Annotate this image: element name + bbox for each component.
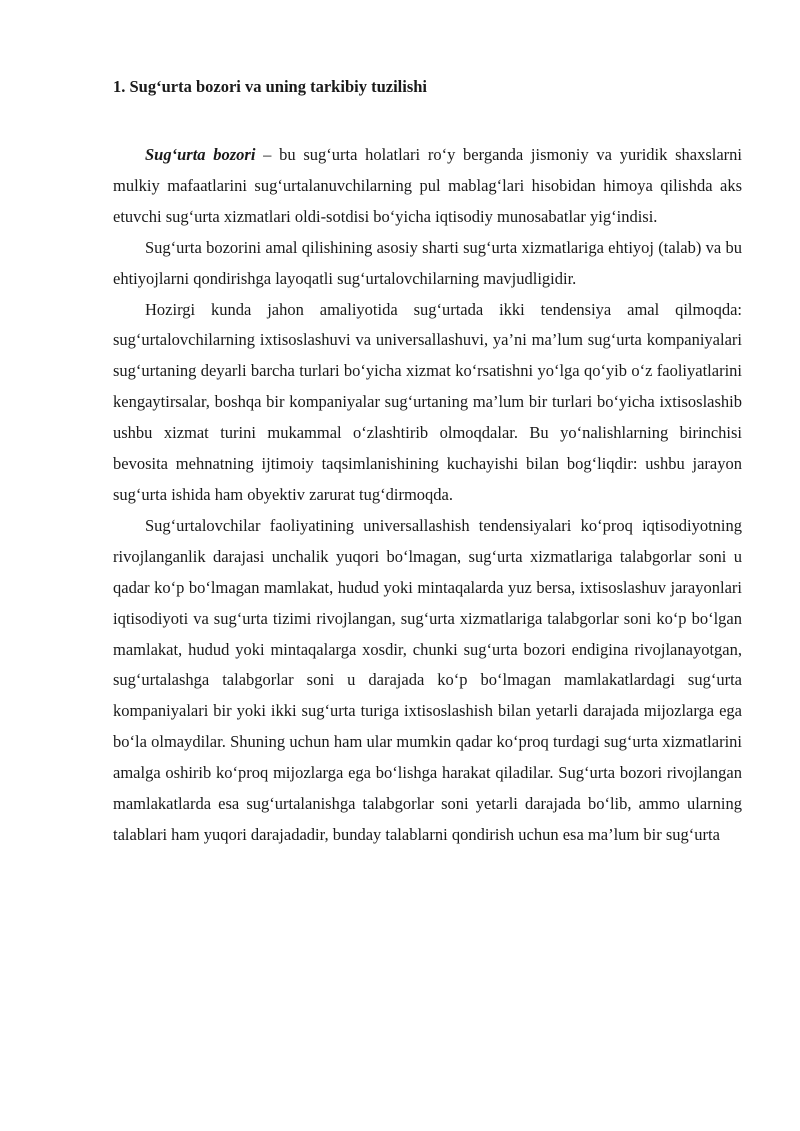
defined-term: Sug‘urta bozori bbox=[145, 145, 256, 164]
paragraph-definition bbox=[113, 140, 742, 233]
body-text bbox=[113, 140, 742, 851]
paragraph: Sug‘urtalovchilar faoliyatining universallashish tendensiyalari ko‘proq iqtisodiyotning rivojlanganlik darajasi unchalik yuqori bo‘lmagan, sug‘urta xizmatlariga talabgorlar soni u qadar ko‘p bo‘lmagan mamlakat, hudud yoki mintaqalarda yuz bersa, ixtisoslashuv jarayonlari iqtisodiyoti va sug‘urta tizimi rivojlangan, sug‘urta xizmatlariga talabgorlar soni ko‘p bo‘lgan mamlakat, hudud yoki mintaqalarga xosdir, chunki sug‘urta bozori endigina rivojlanayotgan, sug‘urtalashga talabgorlar soni u darajada ko‘p bo‘lmagan mamlakatlardagi sug‘urta kompaniyalari bir yoki ikki sug‘urta turiga ixtisoslashish bilan yetarli darajada mijozlarga ega bo‘la olmaydilar. Shuning uchun ham ular mumkin qadar ko‘proq turdagi sug‘urta xizmatlarini amalga oshirib ko‘proq mijozlarga ega bo‘lishga harakat qiladilar. Sug‘urta bozori rivojlangan mamlakatlarda esa sug‘urtalanishga talabgorlar soni yetarli darajada bo‘lib, ammo ularning talablari ham yuqori darajadadir, bunday talablarni qondirish uchun esa ma’lum bir sug‘urta bbox=[113, 515, 742, 844]
section-heading: 1. Sug‘urta bozori va uning tarkibiy tuzilishi bbox=[113, 77, 428, 96]
paragraph: Hozirgi kunda jahon amaliyotida sug‘urtada ikki tendensiya amal qilmoqda: sug‘urtalovchilarning ixtisoslashuvi va universallashuvi, ya’ni ma’lum sug‘urta kompaniyalari sug‘urtaning deyarli barcha turlari bo‘yicha xizmat ko‘rsatishni yo‘lga qo‘yib o‘z faoliyatlarini kengaytirsalar, boshqa bir kompaniyalar sug‘urtaning ma’lum bir turlari bo‘yicha ixtisoslashib ushbu xizmat turini mukammal o‘zlashtirib olmoqdalar. Bu yo‘nalishlarning birinchisi bevosita mehnatning ijtimoiy taqsimlanishining kuchayishi bilan bog‘liqdir: ushbu jarayon sug‘urta ishida ham obyektiv zarurat tug‘dirmoqda. bbox=[113, 299, 742, 504]
paragraph-text: – bu sug‘urta holatlari ro‘y berganda jismoniy va yuridik shaxslarni mulkiy mafaatlarini sug‘urtalanuvchilarning pul mablag‘lari hisobidan himoya qilishda aks etuvchi sug‘urta xizmatlari oldi-sotdisi bo‘yicha iqtisodiy munosabatlar yig‘indisi. bbox=[113, 145, 742, 226]
paragraph: Sug‘urta bozorini amal qilishining asosiy sharti sug‘urta xizmatlariga ehtiyoj (talab) va bu ehtiyojlarni qondirishga layoqatli sug‘urtalovchilarning mavjudligidir. bbox=[113, 237, 742, 288]
